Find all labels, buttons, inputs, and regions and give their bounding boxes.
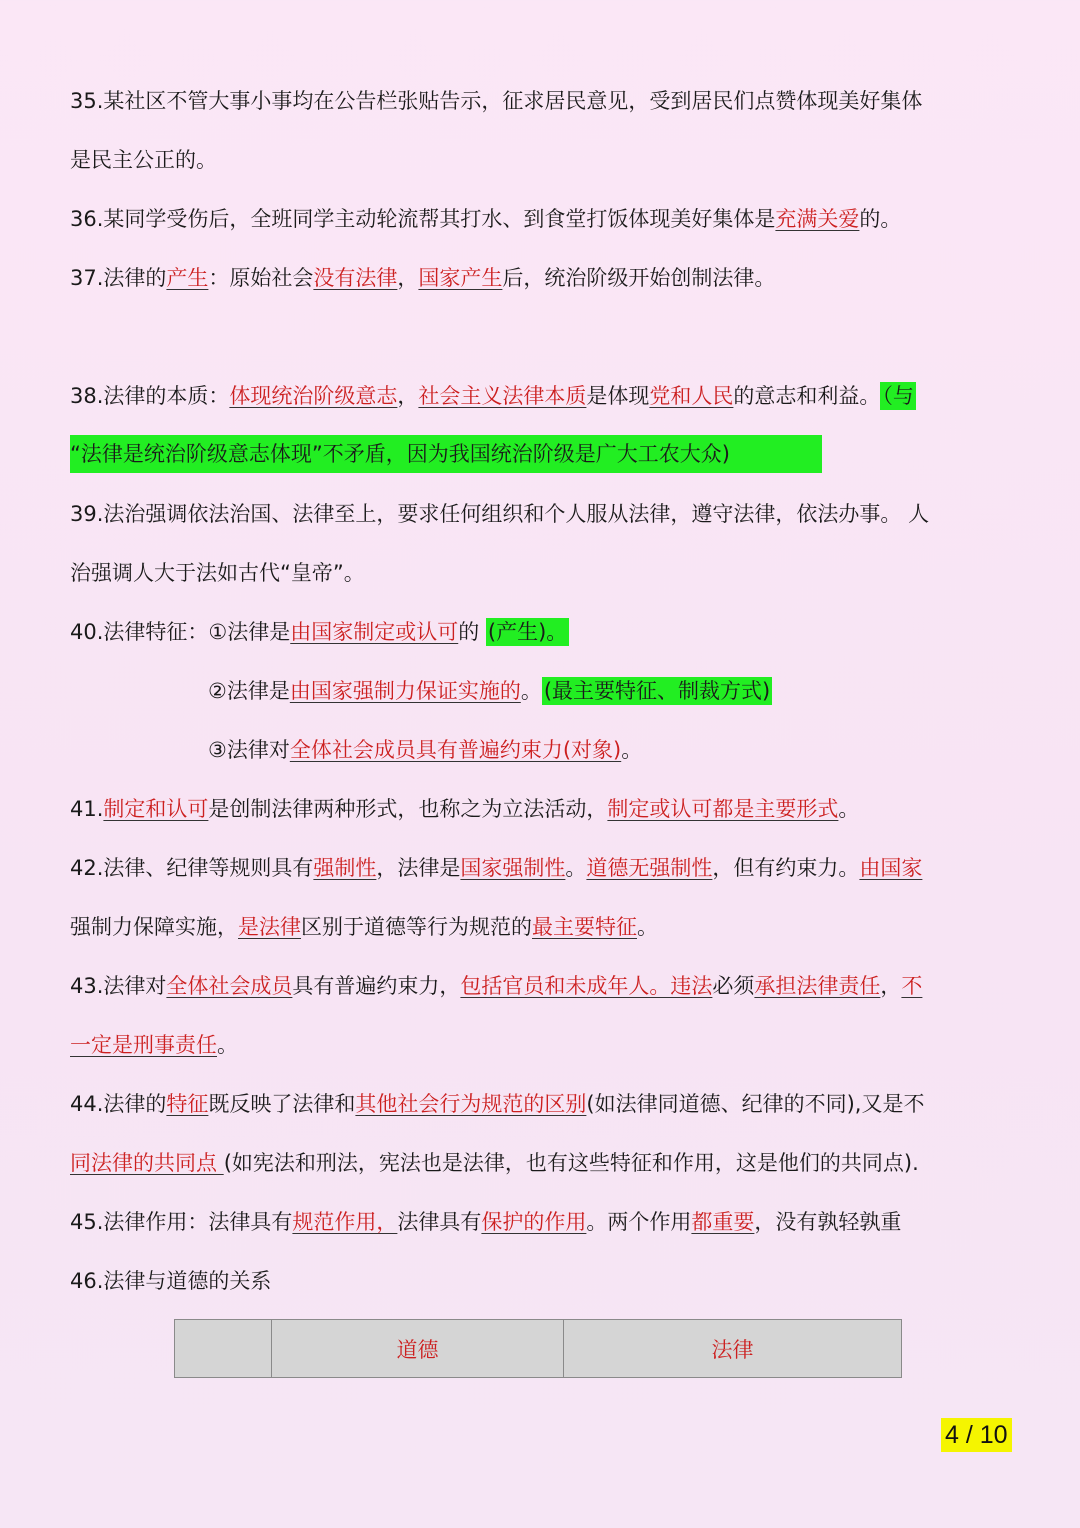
text-run: 具有普遍约束力， xyxy=(292,974,461,998)
text-run: 的。 xyxy=(859,207,902,231)
item-40-feature3 xyxy=(208,733,1080,767)
key-term: 体现统治阶级意志 xyxy=(229,384,398,408)
key-term: 国家产生 xyxy=(418,266,503,290)
key-term: 由国家 xyxy=(859,856,923,880)
key-term: 制定和认可 xyxy=(103,797,209,821)
text-run: ， xyxy=(397,384,419,408)
item-35-line1: 35.某社区不管大事小事均在公告栏张贴告示，征求居民意见，受到居民们点赞体现美好集体 xyxy=(70,89,923,113)
key-term: 承担法律责任 xyxy=(754,974,881,998)
text-run: 。 xyxy=(217,1033,238,1057)
text-run: ，但有约束力。 xyxy=(712,856,860,880)
text-run: 43.法律对 xyxy=(70,974,167,998)
text-run: 42.法律、纪律等规则具有 xyxy=(70,856,314,880)
text-run: 44.法律的 xyxy=(70,1092,167,1116)
text-run: 37.法律的 xyxy=(70,266,167,290)
text-run: 45.法律作用：法律具有 xyxy=(70,1210,293,1234)
page-number: 4 / 10 xyxy=(941,1418,1012,1452)
key-term: 全体社会成员 xyxy=(166,974,293,998)
item-37 xyxy=(70,261,1015,295)
green-highlight-note: (产生)。 xyxy=(487,620,568,644)
text-run: ， xyxy=(397,266,419,290)
text-run: 。 xyxy=(565,856,587,880)
text-run: (如宪法和刑法，宪法也是法律，也有这些特征和作用，这是他们的共同点). xyxy=(223,1151,919,1175)
key-term: 规范作用， xyxy=(292,1210,398,1234)
text-run: 。 xyxy=(637,915,658,939)
key-term: 强制性 xyxy=(313,856,377,880)
text-run: 38.法律的本质： xyxy=(70,384,230,408)
item-43-line1 xyxy=(70,969,1015,1003)
text-run: 。 xyxy=(838,797,860,821)
text-run: 既反映了法律和 xyxy=(208,1092,356,1116)
text-run: 。 xyxy=(520,679,542,703)
table-header-law: 法律 xyxy=(564,1320,902,1378)
text-run: 是体现 xyxy=(586,384,650,408)
text-run: 的 xyxy=(458,620,480,644)
key-term: 全体社会成员具有普遍约束力(对象) xyxy=(289,738,622,762)
key-term: 党和人民 xyxy=(649,384,734,408)
item-44-line2 xyxy=(70,1146,1015,1180)
item-42-line1 xyxy=(70,851,1015,885)
key-term: 都重要 xyxy=(691,1210,755,1234)
text-run: 36.某同学受伤后，全班同学主动轮流帮其打水、到食堂打饭体现美好集体是 xyxy=(70,207,776,231)
law-morality-table xyxy=(174,1319,902,1378)
key-term: 特征 xyxy=(166,1092,209,1116)
key-term: 保护的作用 xyxy=(481,1210,587,1234)
item-40-feature2 xyxy=(208,674,1080,708)
key-term: 是法律 xyxy=(238,915,301,939)
table-header-blank xyxy=(175,1320,272,1378)
item-38-line1 xyxy=(70,379,1015,413)
table-header-morality: 道德 xyxy=(272,1320,564,1378)
key-term: 没有法律 xyxy=(313,266,398,290)
text-run: 。两个作用 xyxy=(586,1210,692,1234)
text-run: 强制力保障实施， xyxy=(70,915,238,939)
item-46-heading: 46.法律与道德的关系 xyxy=(70,1269,272,1293)
text-run: 41. xyxy=(70,797,104,821)
key-term: 由国家强制力保证实施的 xyxy=(289,679,521,703)
item-39-line2: 治强调人大于法如古代“皇帝”。 xyxy=(70,561,365,585)
item-45 xyxy=(70,1205,1015,1239)
key-term: 制定或认可都是主要形式 xyxy=(607,797,839,821)
text-run: 区别于道德等行为规范的 xyxy=(301,915,532,939)
text-run: ③法律对 xyxy=(208,738,290,762)
text-run: 。 xyxy=(621,738,643,762)
text-run: (如法律同道德、纪律的不同),又是不 xyxy=(586,1092,925,1116)
key-term: 最主要特征 xyxy=(532,915,637,939)
text-run: 后，统治阶级开始创制法律。 xyxy=(502,266,776,290)
key-term: 其他社会行为规范的区别 xyxy=(355,1092,587,1116)
text-run: 法律具有 xyxy=(397,1210,482,1234)
text-run: 是创制法律两种形式，也称之为立法活动， xyxy=(208,797,608,821)
item-35-line2: 是民主公正的。 xyxy=(70,148,217,172)
key-term: 同法律的共同点 xyxy=(70,1151,224,1175)
key-term: 道德无强制性 xyxy=(586,856,713,880)
item-39-line1: 39.法治强调依法治国、法律至上，要求任何组织和个人服从法律，遵守法律，依法办事。 人 xyxy=(70,502,930,526)
key-term: 社会主义法律本质 xyxy=(418,384,587,408)
item-40-feature1 xyxy=(70,615,1015,649)
key-term: 国家强制性 xyxy=(460,856,566,880)
text-run: ：原始社会 xyxy=(208,266,314,290)
green-highlight-note: （与 xyxy=(882,384,914,408)
key-term: 由国家制定或认可 xyxy=(290,620,459,644)
key-term: 包括官员和未成年人。违法 xyxy=(460,974,713,998)
item-44-line1 xyxy=(70,1087,1015,1121)
green-highlight-note: (最主要特征、制裁方式) xyxy=(543,679,771,703)
key-term: 不 xyxy=(901,974,923,998)
item-43-line2 xyxy=(70,1028,1015,1062)
item-42-line2 xyxy=(70,910,1015,944)
key-term: 一定是刑事责任 xyxy=(70,1033,217,1057)
text-run: ②法律是 xyxy=(208,679,290,703)
item-38-line2: “法律是统治阶级意志体现”不矛盾，因为我国统治阶级是广大工农大众) xyxy=(70,442,730,466)
text-run: 40.法律特征：①法律是 xyxy=(70,620,291,644)
table-header-row xyxy=(175,1320,902,1378)
key-term: 充满关爱 xyxy=(775,207,860,231)
text-run: ， xyxy=(880,974,902,998)
item-36 xyxy=(70,202,1015,236)
key-term: 产生 xyxy=(166,266,209,290)
text-run: ，没有孰轻孰重 xyxy=(754,1210,902,1234)
text-run: 必须 xyxy=(712,974,755,998)
text-run: ，法律是 xyxy=(376,856,461,880)
item-41 xyxy=(70,792,1015,826)
text-run: 的意志和利益。 xyxy=(733,384,881,408)
